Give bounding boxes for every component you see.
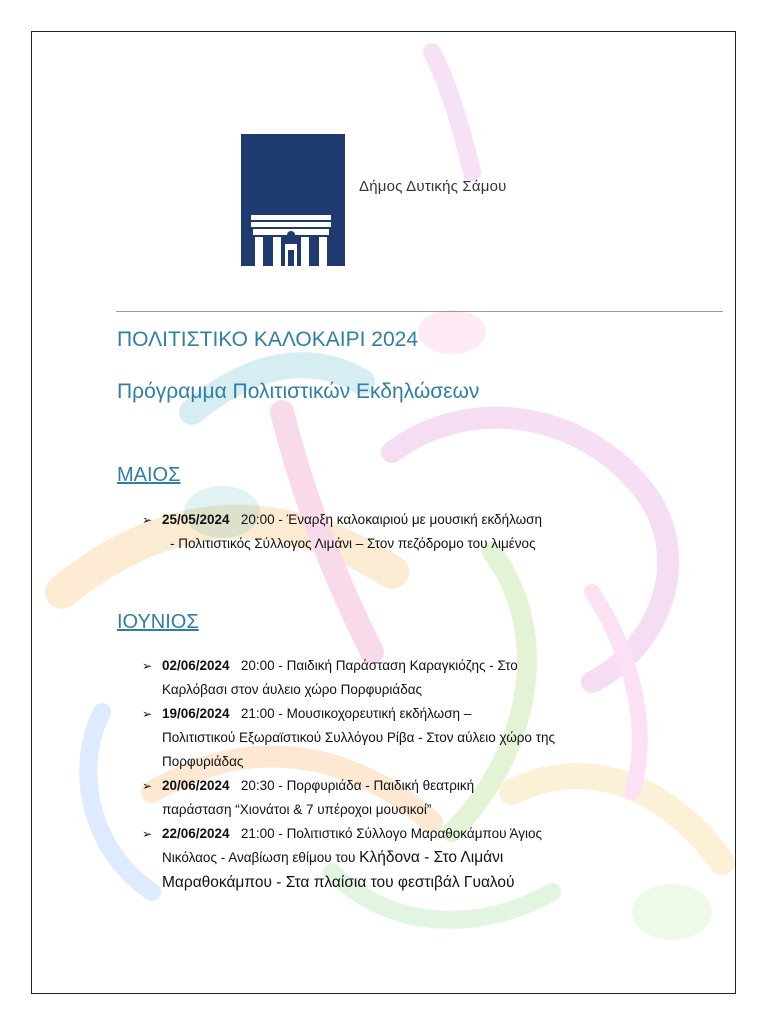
arrow-bullet-icon: ➢ [142,659,153,673]
document-page [31,31,736,994]
event-text: Νικόλαος - Αναβίωση εθίμου του [162,850,360,865]
event-item [142,508,662,556]
month-heading-may: ΜΑΙΟΣ [117,464,181,486]
event-text: παράσταση “Χιονάτοι & 7 υπέροχοι μουσικοί” [162,802,432,817]
event-item [142,654,662,702]
event-item [142,702,662,774]
arrow-bullet-icon: ➢ [142,707,153,721]
event-date: 22/06/2024 [162,826,230,841]
arrow-bullet-icon: ➢ [142,827,153,841]
header-divider [116,311,723,312]
event-date: 19/06/2024 [162,706,230,721]
event-date: 25/05/2024 [162,512,230,527]
arrow-bullet-icon: ➢ [142,779,153,793]
event-text: 21:00 - Πολιτιστικό Σύλλογο Μαραθοκάμπου Άγιος [240,826,543,841]
event-item [142,822,662,896]
page-title: ΠΟΛΙΤΙΣΤΙΚΟ ΚΑΛΟΚΑΙΡΙ 2024 [117,328,418,351]
event-text: Πολιτιστικού Εξωραϊστικού Συλλόγου Ρίβα - Στον αύλειο χώρο της [162,730,556,745]
event-text: 20:30 - Πορφυριάδα - Παιδική θεατρική [240,778,475,793]
municipality-logo [241,134,345,266]
event-item [142,774,662,822]
building-columns-icon [241,134,345,266]
page-subtitle: Πρόγραμμα Πολιτιστικών Εκδηλώσεων [117,380,480,403]
event-text-large: Κλήδονα - Στο Λιμάνι [359,849,504,866]
event-text: 20:00 - Έναρξη καλοκαιριού με μουσική εκδήλωση [240,512,543,527]
event-date: 02/06/2024 [162,658,230,673]
month-heading-june: ΙΟΥΝΙΟΣ [117,611,199,633]
arrow-bullet-icon: ➢ [142,513,153,527]
event-text: 21:00 - Μουσικοχορευτική εκδήλωση – [240,706,472,721]
logo-text: Δήμος Δυτικής Σάμου [359,178,507,195]
event-text: 20:00 - Παιδική Παράσταση Καραγκιόζης - Στο [240,658,518,673]
event-text-large: Μαραθοκάμπου - Στα πλαίσια του φεστιβάλ Γυαλού [162,874,515,891]
event-text: Καρλόβασι στον άυλειο χώρο Πορφυριάδας [162,682,423,697]
event-text: - Πολιτιστικός Σύλλογος Λιμάνι – Στον πεζόδρομο του λιμένος [170,536,536,551]
event-date: 20/06/2024 [162,778,230,793]
event-text: Πορφυριάδας [162,754,244,769]
